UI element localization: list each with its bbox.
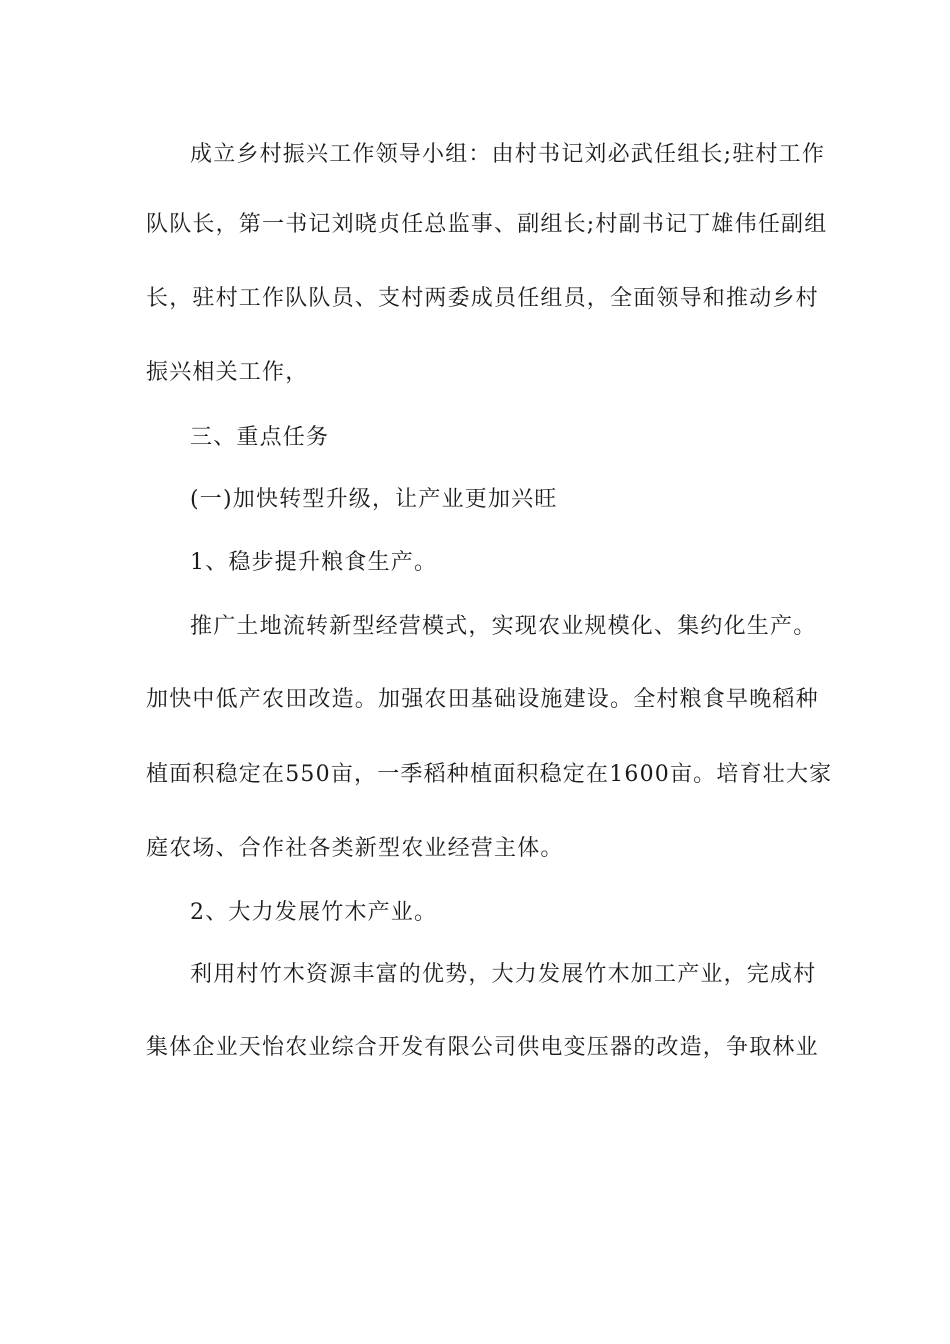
paragraph-grain-line-4: 庭农场、合作社各类新型农业经营主体。 — [146, 836, 564, 861]
subsection-heading-industry: (一)加快转型升级，让产业更加兴旺 — [190, 487, 558, 512]
section-heading-key-tasks: 三、重点任务 — [190, 425, 330, 450]
paragraph-leadership-group-line-1: 成立乡村振兴工作领导小组：由村书记刘必武任组长;驻村工作 — [190, 142, 826, 167]
paragraph-leadership-group-line-4: 振兴相关工作， — [146, 360, 309, 385]
paragraph-grain-line-3: 植面积稳定在550亩，一季稻种植面积稳定在1600亩。培育壮大家 — [146, 762, 833, 787]
item-heading-bamboo-industry: 2、大力发展竹木产业。 — [190, 900, 438, 925]
paragraph-grain-line-1: 推广土地流转新型经营模式，实现农业规模化、集约化生产。 — [190, 614, 817, 639]
paragraph-grain-line-2: 加快中低产农田改造。加强农田基础设施建设。全村粮食早晚稻种 — [146, 687, 819, 712]
paragraph-bamboo-line-1: 利用村竹木资源丰富的优势，大力发展竹木加工产业，完成村 — [190, 962, 817, 987]
paragraph-leadership-group-line-3: 长，驻村工作队队员、支村两委成员任组员，全面领导和推动乡村 — [146, 286, 819, 311]
item-heading-grain-production: 1、稳步提升粮食生产。 — [190, 550, 438, 575]
paragraph-leadership-group-line-2: 队队长，第一书记刘晓贞任总监事、副组长;村副书记丁雄伟任副组 — [146, 212, 828, 237]
paragraph-bamboo-line-2: 集体企业天怡农业综合开发有限公司供电变压器的改造，争取林业 — [146, 1035, 819, 1060]
